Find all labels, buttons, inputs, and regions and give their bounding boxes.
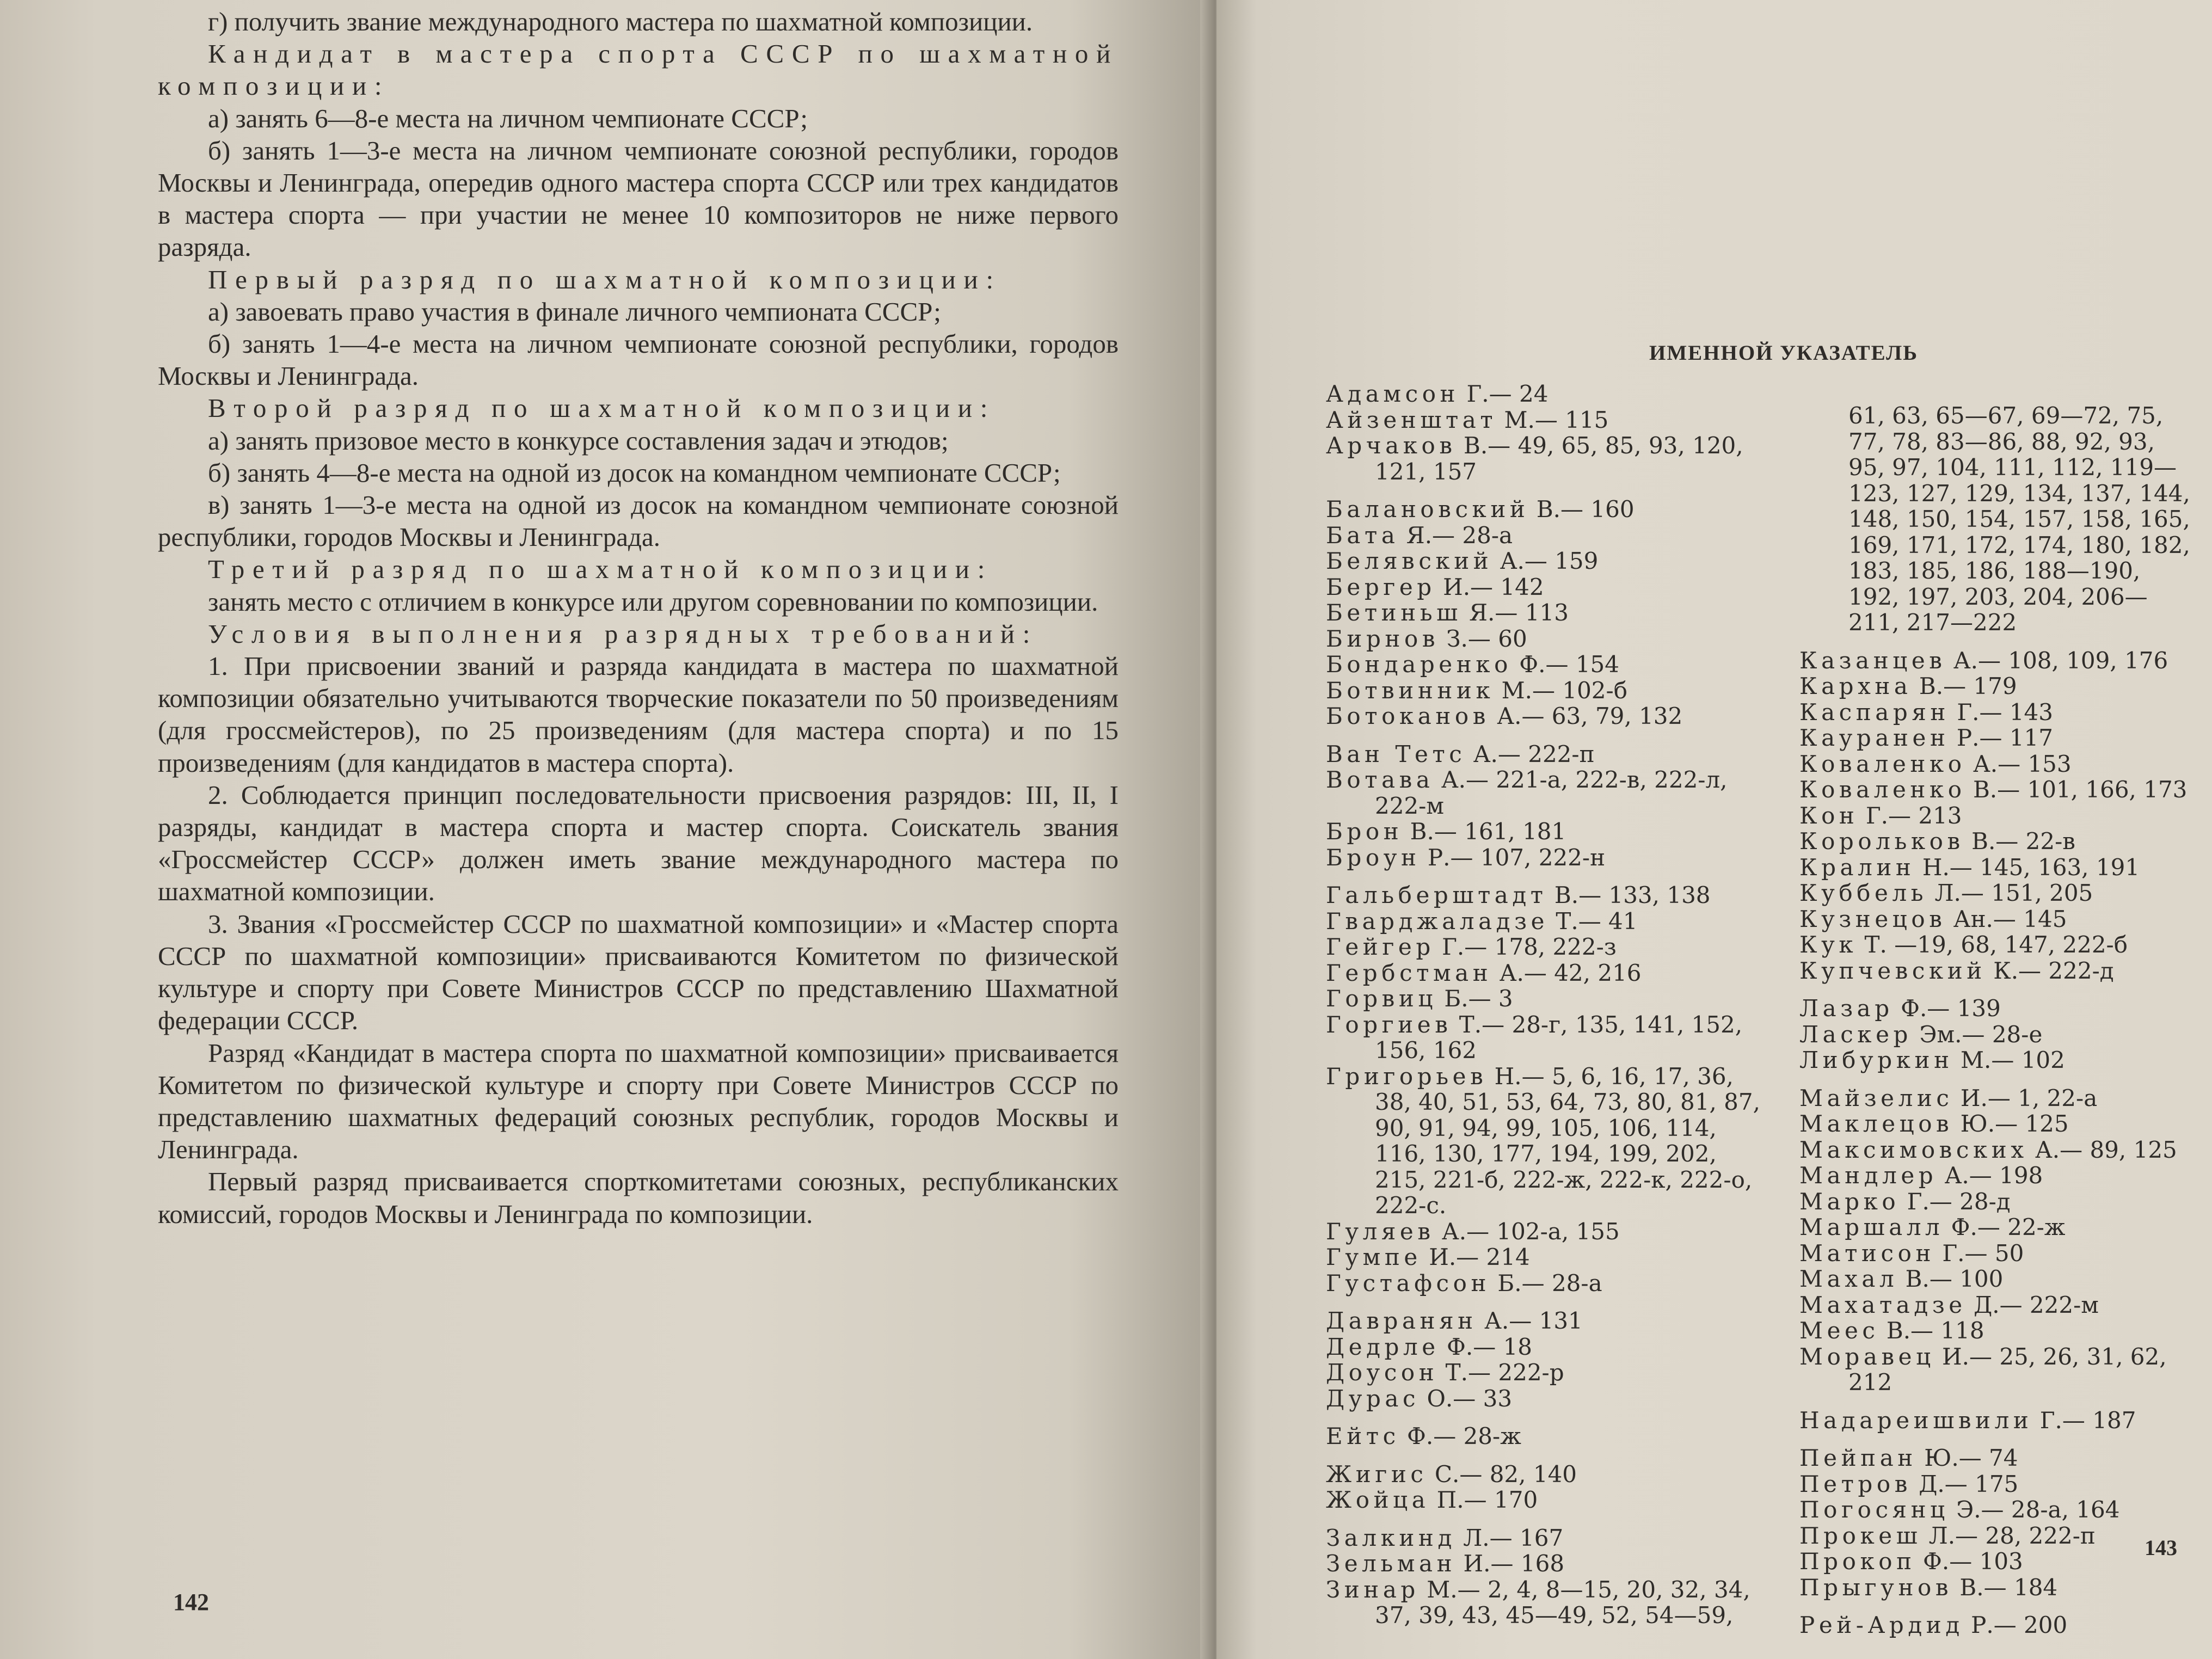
entry-refs: Г.— 213 bbox=[1858, 802, 1962, 829]
entry-name: Куббель bbox=[1799, 880, 1928, 906]
entry-name: Мандлер bbox=[1799, 1162, 1938, 1189]
paragraph-text: 2. Соблюдается принцип последовательности присвоения разрядов: III, II, I разряды, кандидат в мастера спорта и мастер спорта. Соискатель звания «Гроссмейстер СССР» должен иметь звание международного мастера по шахматной композиции. bbox=[158, 779, 1119, 907]
entry-refs: Л.— 151, 205 bbox=[1927, 880, 2093, 906]
entry-name: Махатадзе bbox=[1799, 1291, 1967, 1318]
entry-name: Максимовских bbox=[1799, 1136, 2028, 1163]
entry-refs: В.— 49, 65, 85, 93, 120, 121, 157 bbox=[1375, 432, 1743, 485]
paragraph-text: 1. При присвоении званий и разряда кандидата в мастера по шахматной композиции обязательно учитываются творческие показатели по 50 произведениям (для гроссмейстеров), по 25 произведениям (для мастера спорта) и по 15 произведениям (для кандидатов в мастера спорта). bbox=[158, 651, 1119, 778]
entry-refs: А.— 221-а, 222-в, 222-л, 222-м bbox=[1375, 766, 1728, 819]
left-page-number: 142 bbox=[173, 1589, 209, 1615]
entry-name: Прокеш bbox=[1799, 1522, 1922, 1549]
entry-refs: О.— 33 bbox=[1420, 1385, 1513, 1412]
entry-name: Ван Тетс bbox=[1326, 740, 1466, 767]
index-entry bbox=[1799, 725, 2191, 751]
index-entry bbox=[1326, 1525, 1761, 1551]
entry-refs: Б.— 3 bbox=[1437, 985, 1513, 1012]
spaced-heading: Второй разряд по шахматной композиции: bbox=[208, 393, 996, 423]
index-entry bbox=[1799, 1137, 2191, 1163]
index-entry bbox=[1326, 934, 1761, 960]
paragraph bbox=[158, 1165, 1119, 1230]
entry-name: Ботоканов bbox=[1326, 703, 1490, 729]
entry-gap bbox=[1799, 984, 2191, 996]
entry-name: Махал bbox=[1799, 1265, 1898, 1292]
entry-name: Маршалл bbox=[1799, 1214, 1944, 1240]
index-entry bbox=[1326, 986, 1761, 1012]
paragraph-text: 3. Звания «Гроссмейстер СССР по шахматной композиции» и «Мастер спорта СССР по шахматной композиции» присваиваются Комитетом по физической культуре и спорту при Совете Министров СССР по представлению Шахматной федерации СССР. bbox=[158, 908, 1119, 1036]
entry-refs: Я.— 113 bbox=[1461, 599, 1569, 626]
entry-refs: Ю.— 125 bbox=[1953, 1110, 2069, 1137]
index-entry bbox=[1799, 777, 2191, 803]
paragraph bbox=[158, 650, 1119, 779]
entry-name: Горвиц bbox=[1326, 985, 1437, 1012]
entry-refs: В.— 118 bbox=[1879, 1317, 1984, 1344]
entry-refs: А.— 102-а, 155 bbox=[1434, 1218, 1620, 1245]
index-entry bbox=[1326, 1551, 1761, 1577]
entry-name: Дедрле bbox=[1326, 1333, 1440, 1360]
entry-refs: А.— 222-п bbox=[1466, 740, 1595, 767]
index-entry bbox=[1799, 1292, 2191, 1318]
entry-refs: Л.— 28, 222-п bbox=[1921, 1522, 2096, 1549]
index-entry bbox=[1799, 699, 2191, 726]
entry-name: Прыгунов bbox=[1799, 1574, 1953, 1601]
index-entry bbox=[1326, 381, 1761, 407]
paragraph bbox=[158, 392, 1119, 424]
entry-refs: Т.— 222-р bbox=[1438, 1359, 1564, 1386]
entry-refs: К.— 222-д bbox=[1986, 957, 2114, 984]
index-entry bbox=[1326, 908, 1761, 935]
index-entry bbox=[1326, 1461, 1761, 1488]
entry-name: Вотава bbox=[1326, 766, 1434, 793]
entry-name: Меес bbox=[1799, 1317, 1879, 1344]
entry-gap bbox=[1799, 1396, 2191, 1408]
entry-refs: Г.— 50 bbox=[1935, 1239, 2024, 1267]
continued-refs: 61, 63, 65—67, 69—72, 75, 77, 78, 83—86, 88, 92, 93, 95, 97, 104, 111, 112, 119—123, 127, 129, 134, 137, 144, 148, 150, 154, 157, 158, 165, 169, 171, 172, 174, 180, 182, 183, 185, 186, 188—190, 192, 197, 203, 204, 206—211, 217—222 bbox=[1848, 402, 2190, 636]
index-entry bbox=[1799, 1047, 2191, 1073]
entry-refs: М.— 2, 4, 8—15, 20, 32, 34, 37, 39, 43, 45—49, 52, 54—59, bbox=[1375, 1576, 1750, 1629]
entry-refs: Б.— 28-а bbox=[1490, 1269, 1602, 1297]
index-entry bbox=[1799, 1575, 2191, 1601]
entry-name: Айзенштат bbox=[1326, 406, 1497, 433]
index-entry bbox=[1326, 652, 1761, 678]
index-entry bbox=[1799, 1471, 2191, 1497]
index-column-1 bbox=[1326, 381, 1761, 1629]
entry-gap bbox=[1799, 1073, 2191, 1085]
entry-refs: В.— 100 bbox=[1898, 1265, 2004, 1292]
entry-name: Казанцев bbox=[1799, 647, 1946, 674]
entry-name: Белявский bbox=[1326, 548, 1493, 574]
entry-name: Коваленко bbox=[1799, 750, 1966, 777]
index-entry bbox=[1326, 574, 1761, 600]
entry-refs: В.— 160 bbox=[1529, 496, 1635, 523]
entry-name: Гербстман bbox=[1326, 959, 1492, 986]
right-page-number: 143 bbox=[2145, 1535, 2177, 1560]
entry-name: Давранян bbox=[1326, 1307, 1477, 1334]
entry-name: Зельман bbox=[1326, 1550, 1457, 1577]
entry-refs: Я.— 28-а bbox=[1399, 521, 1513, 549]
index-entry bbox=[1326, 845, 1761, 871]
index-entry bbox=[1326, 1360, 1761, 1386]
entry-name: Кауранен bbox=[1799, 724, 1950, 751]
entry-refs: А.— 63, 79, 132 bbox=[1489, 703, 1683, 729]
entry-refs: Д.— 222-м bbox=[1966, 1291, 2099, 1318]
paragraph bbox=[158, 5, 1119, 38]
index-entry bbox=[1799, 1022, 2191, 1048]
index-entry bbox=[1799, 828, 2191, 855]
entry-refs: В.— 101, 166, 173 bbox=[1965, 776, 2188, 803]
entry-name: Корольков bbox=[1799, 828, 1964, 855]
entry-refs: М.— 102-б bbox=[1494, 677, 1627, 704]
entry-gap bbox=[1326, 870, 1761, 882]
entry-name: Зинар bbox=[1326, 1576, 1420, 1603]
paragraph-text: занять место с отличием в конкурсе или другом соревновании по композиции. bbox=[208, 586, 1098, 617]
paragraph-text: б) занять 1—4-е места на личном чемпионате союзной республики, городов Москвы и Ленинграда. bbox=[158, 329, 1119, 391]
entry-refs: Ф.— 103 bbox=[1915, 1548, 2023, 1575]
paragraph bbox=[158, 328, 1119, 392]
entry-name: Либуркин bbox=[1799, 1047, 1953, 1073]
entry-name: Доусон bbox=[1326, 1359, 1439, 1386]
paragraph bbox=[158, 296, 1119, 328]
entry-refs: В.— 184 bbox=[1952, 1574, 2058, 1601]
index-entry bbox=[1326, 600, 1761, 626]
paragraph bbox=[158, 263, 1119, 296]
index-entry bbox=[1326, 1244, 1761, 1270]
entry-refs: М.— 102 bbox=[1953, 1047, 2065, 1073]
entry-gap bbox=[1326, 1449, 1761, 1461]
entry-refs: Т.— 28-г, 135, 141, 152, 156, 162 bbox=[1375, 1011, 1743, 1064]
entry-refs: А.— 42, 216 bbox=[1492, 959, 1642, 986]
index-entry bbox=[1326, 741, 1761, 767]
entry-refs: Э.— 28-а, 164 bbox=[1949, 1496, 2120, 1523]
entry-refs: Г.— 28-д bbox=[1900, 1188, 2011, 1215]
entry-refs: И.— 168 bbox=[1456, 1550, 1565, 1577]
entry-name: Ласкер bbox=[1799, 1021, 1912, 1048]
entry-name: Бирнов bbox=[1326, 625, 1440, 652]
entry-name: Кон bbox=[1799, 802, 1859, 829]
paragraph bbox=[158, 457, 1119, 489]
entry-name: Погосянц bbox=[1799, 1496, 1949, 1523]
index-entry bbox=[1799, 1266, 2191, 1292]
index-entry bbox=[1326, 523, 1761, 549]
entry-name: Кук bbox=[1799, 931, 1858, 958]
entry-refs: Ф.— 139 bbox=[1893, 995, 2001, 1022]
entry-name: Гуляев bbox=[1326, 1218, 1435, 1245]
entry-refs: А.— 131 bbox=[1477, 1307, 1583, 1334]
entry-name: Бергер bbox=[1326, 573, 1436, 600]
paragraph-text: в) занять 1—3-е места на одной из досок на командном чемпионате союзной республики, городов Москвы и Ленинграда. bbox=[158, 490, 1119, 552]
index-entry bbox=[1326, 1334, 1761, 1360]
paragraph bbox=[158, 425, 1119, 457]
paragraph-text: г) получить звание международного мастера по шахматной композиции. bbox=[208, 7, 1033, 36]
entry-refs: В.— 22-в bbox=[1964, 828, 2075, 855]
index-entry bbox=[1326, 1064, 1761, 1219]
entry-name: Гварджаладзе bbox=[1326, 907, 1549, 935]
entry-refs: И.— 1, 22-а bbox=[1953, 1084, 2098, 1111]
index-entry bbox=[1799, 1612, 2191, 1638]
index-entry bbox=[1799, 906, 2191, 932]
entry-name: Бата bbox=[1326, 521, 1399, 549]
entry-refs: П.— 170 bbox=[1429, 1486, 1538, 1513]
paragraph bbox=[158, 38, 1119, 102]
entry-refs: А.— 108, 109, 176 bbox=[1946, 647, 2168, 674]
entry-name: Прокоп bbox=[1799, 1548, 1916, 1575]
entry-name: Балановский bbox=[1326, 496, 1529, 523]
entry-name: Майзелис bbox=[1799, 1084, 1953, 1111]
entry-refs: Р.— 200 bbox=[1963, 1612, 2068, 1638]
entry-name: Григорьев bbox=[1326, 1062, 1488, 1090]
entry-name: Рей-Ардид bbox=[1799, 1612, 1964, 1638]
entry-name: Жойца bbox=[1326, 1486, 1430, 1513]
index-entry bbox=[1326, 960, 1761, 986]
index-entry bbox=[1326, 1308, 1761, 1334]
entry-name: Бондаренко bbox=[1326, 651, 1512, 678]
entry-refs: Ф.— 154 bbox=[1511, 651, 1620, 678]
entry-name: Гейгер bbox=[1326, 933, 1435, 960]
entry-gap bbox=[1799, 1433, 2191, 1445]
index-column-2 bbox=[1799, 403, 2191, 1638]
entry-refs: С.— 82, 140 bbox=[1427, 1460, 1577, 1488]
entry-name: Адамсон bbox=[1326, 380, 1460, 407]
entry-name: Горгиев bbox=[1326, 1011, 1452, 1038]
entry-name: Каспарян bbox=[1799, 698, 1950, 726]
entry-gap bbox=[1326, 729, 1761, 741]
entry-name: Моравец bbox=[1799, 1343, 1935, 1370]
entry-refs: А.— 89, 125 bbox=[2027, 1136, 2177, 1163]
entry-name: Ботвинник bbox=[1326, 677, 1495, 704]
index-entry bbox=[1326, 1219, 1761, 1245]
entry-refs: В.— 133, 138 bbox=[1547, 882, 1711, 908]
paragraph bbox=[158, 489, 1119, 553]
entry-refs: Ан.— 145 bbox=[1946, 905, 2067, 932]
index-entry bbox=[1326, 548, 1761, 574]
index-entry bbox=[1326, 1386, 1761, 1412]
entry-name: Гумпе bbox=[1326, 1244, 1422, 1270]
index-entry bbox=[1799, 855, 2191, 881]
entry-name: Купчевский bbox=[1799, 957, 1986, 984]
entry-refs: И.— 142 bbox=[1435, 573, 1544, 600]
entry-refs: Эм.— 28-е bbox=[1912, 1021, 2043, 1048]
entry-name: Петров bbox=[1799, 1470, 1912, 1497]
index-entry bbox=[1799, 1318, 2191, 1344]
entry-name: Брон bbox=[1326, 818, 1403, 845]
paragraph-text: б) занять 4—8-е места на одной из досок на командном чемпионате СССР; bbox=[208, 457, 1061, 488]
index-entry bbox=[1326, 433, 1761, 484]
index-entry bbox=[1799, 996, 2191, 1022]
index-entry bbox=[1799, 751, 2191, 777]
entry-gap bbox=[1799, 1600, 2191, 1612]
entry-refs: А.— 198 bbox=[1937, 1162, 2043, 1189]
left-page-text bbox=[158, 5, 1119, 1230]
index-entry bbox=[1799, 648, 2191, 674]
entry-refs: Н.— 145, 163, 191 bbox=[1915, 853, 2140, 881]
entry-refs: А.— 153 bbox=[1965, 750, 2072, 777]
entry-name: Гальберштадт bbox=[1326, 882, 1547, 908]
paragraph bbox=[158, 779, 1119, 908]
index-entry bbox=[1326, 1012, 1761, 1064]
entry-name: Матисон bbox=[1799, 1239, 1935, 1267]
entry-refs: Г.— 187 bbox=[2032, 1406, 2136, 1434]
entry-refs: Ф.— 18 bbox=[1439, 1333, 1533, 1360]
entry-refs: В.— 179 bbox=[1912, 673, 2017, 699]
paragraph bbox=[158, 618, 1119, 650]
index-entry bbox=[1326, 1423, 1761, 1449]
paragraph bbox=[158, 908, 1119, 1037]
paragraph-text: Первый разряд присваивается спорткомитетами союзных, республиканских комиссий, городов Москвы и Ленинграда по композиции. bbox=[158, 1166, 1119, 1229]
entry-name: Марко bbox=[1799, 1188, 1900, 1215]
paragraph-text: а) занять призовое место в конкурсе составления задач и этюдов; bbox=[208, 425, 949, 456]
entry-name: Броун bbox=[1326, 844, 1421, 871]
index-entry bbox=[1326, 407, 1761, 433]
spaced-heading: Третий разряд по шахматной композиции: bbox=[208, 554, 993, 585]
entry-name: Кралин bbox=[1799, 853, 1915, 881]
entry-refs: И.— 214 bbox=[1421, 1244, 1530, 1270]
entry-refs: И.— 25, 26, 31, 62, 212 bbox=[1848, 1343, 2167, 1396]
index-entry bbox=[1326, 703, 1761, 729]
paragraph bbox=[158, 586, 1119, 618]
entry-refs: Р.— 107, 222-н bbox=[1420, 844, 1606, 871]
index-entry bbox=[1799, 1111, 2191, 1137]
entry-refs: Г.— 24 bbox=[1459, 380, 1549, 407]
entry-refs: Р.— 117 bbox=[1949, 724, 2053, 751]
index-entry bbox=[1799, 673, 2191, 699]
entry-name: Коваленко bbox=[1799, 776, 1966, 803]
entry-name: Арчаков bbox=[1326, 432, 1457, 459]
index-entry bbox=[1799, 1085, 2191, 1111]
entry-gap bbox=[1326, 484, 1761, 496]
index-entry bbox=[1799, 1189, 2191, 1215]
entry-refs: Ф.— 22-ж bbox=[1944, 1214, 2066, 1240]
index-entry bbox=[1799, 1523, 2191, 1549]
index-entry bbox=[1326, 1487, 1761, 1513]
entry-refs: Т. —19, 68, 147, 222-б bbox=[1857, 931, 2128, 958]
spaced-heading: Первый разряд по шахматной композиции: bbox=[208, 264, 1001, 294]
entry-gap bbox=[1326, 1513, 1761, 1525]
index-entry bbox=[1326, 819, 1761, 845]
paragraph bbox=[158, 553, 1119, 585]
index-entry bbox=[1799, 880, 2191, 906]
paragraph-text: Разряд «Кандидат в мастера спорта по шахматной композиции» присваивается Комитетом по физической культуре и спорту при Совете Министров СССР по представлению шахматных федераций союзных республик, городов Москвы и Ленинграда. bbox=[158, 1037, 1119, 1165]
entry-name: Залкинд bbox=[1326, 1524, 1456, 1551]
index-entry bbox=[1799, 1240, 2191, 1267]
entry-refs: Д.— 175 bbox=[1911, 1470, 2019, 1497]
entry-refs: В.— 161, 181 bbox=[1403, 818, 1566, 845]
entry-refs: Ю.— 74 bbox=[1916, 1445, 2018, 1471]
spaced-heading: Условия выполнения разрядных требований: bbox=[208, 618, 1039, 649]
paragraph-text: а) завоевать право участия в финале личного чемпионата СССР; bbox=[208, 296, 941, 327]
entry-refs: Г.— 143 bbox=[1949, 698, 2053, 726]
paragraph bbox=[158, 134, 1119, 263]
entry-gap bbox=[1799, 636, 2191, 648]
entry-name: Густафсон bbox=[1326, 1269, 1491, 1297]
entry-name: Кархна bbox=[1799, 673, 1912, 699]
entry-name: Жигис bbox=[1326, 1460, 1428, 1488]
index-title: ИМЕННОЙ УКАЗАТЕЛЬ bbox=[1649, 341, 1919, 365]
index-entry bbox=[1326, 1270, 1761, 1297]
entry-refs: Ф.— 28-ж bbox=[1399, 1423, 1521, 1449]
entry-refs: Г.— 178, 222-з bbox=[1434, 933, 1617, 960]
index-entry bbox=[1326, 882, 1761, 908]
entry-gap bbox=[1326, 1411, 1761, 1423]
index-entry bbox=[1799, 1497, 2191, 1523]
index-entry bbox=[1799, 803, 2191, 829]
index-entry bbox=[1799, 1445, 2191, 1471]
index-entry bbox=[1799, 1344, 2191, 1396]
index-entry bbox=[1326, 496, 1761, 523]
index-entry bbox=[1799, 1408, 2191, 1434]
entry-name: Надареишвили bbox=[1799, 1406, 2033, 1434]
index-entry bbox=[1326, 1577, 1761, 1629]
index-entry bbox=[1326, 678, 1761, 704]
index-entry bbox=[1799, 1163, 2191, 1189]
index-entry bbox=[1799, 958, 2191, 984]
entry-name: Кузнецов bbox=[1799, 905, 1946, 932]
paragraph bbox=[158, 1037, 1119, 1166]
paragraph bbox=[158, 102, 1119, 134]
entry-refs: А.— 159 bbox=[1492, 548, 1599, 574]
entry-name: Пейпан bbox=[1799, 1445, 1917, 1471]
entry-refs: Л.— 167 bbox=[1455, 1524, 1564, 1551]
index-entry bbox=[1799, 932, 2191, 958]
entry-name: Лазар bbox=[1799, 995, 1894, 1022]
entry-refs: М.— 115 bbox=[1497, 406, 1609, 433]
index-entry bbox=[1326, 767, 1761, 819]
paragraph-text: а) занять 6—8-е места на личном чемпионате СССР; bbox=[208, 103, 808, 133]
entry-name: Ейтс bbox=[1326, 1423, 1400, 1449]
entry-name: Дурас bbox=[1326, 1385, 1420, 1412]
spaced-heading: Кандидат в мастера спорта СССР по шахматной композиции: bbox=[158, 39, 1119, 101]
index-entry bbox=[1799, 1214, 2191, 1240]
index-entry bbox=[1326, 626, 1761, 652]
entry-name: Маклецов bbox=[1799, 1110, 1953, 1137]
entry-refs: Т.— 41 bbox=[1548, 907, 1638, 935]
entry-name: Бетиньш bbox=[1326, 599, 1462, 626]
paragraph-text: б) занять 1—3-е места на личном чемпионате союзной республики, городов Москвы и Ленинграда, опередив одного мастера спорта СССР или трех кандидатов в мастера спорта — при участии не менее 10 композиторов не ниже первого разряда. bbox=[158, 135, 1119, 262]
entry-refs: Н.— 5, 6, 16, 17, 36, 38, 40, 51, 53, 64, 73, 80, 81, 87, 90, 91, 94, 99, 105, 106, 114, 116, 130, 177, 194, 199, 202, 215, 221-б, 222-ж, 222-к, 222-о, 222-с. bbox=[1375, 1062, 1760, 1219]
index-entry bbox=[1799, 1549, 2191, 1575]
entry-refs: З.— 60 bbox=[1439, 625, 1527, 652]
entry-gap bbox=[1326, 1296, 1761, 1308]
